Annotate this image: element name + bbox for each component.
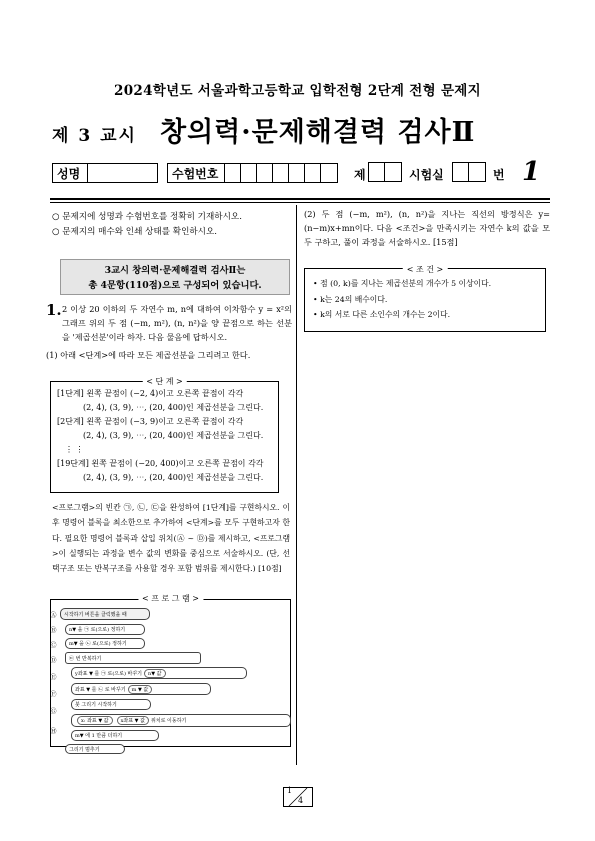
column-divider — [296, 205, 297, 765]
exam-no-group — [167, 162, 338, 184]
steps-box-title: < 단 계 > — [142, 375, 187, 389]
n-value-reporter[interactable]: n▼ 값 — [144, 669, 166, 678]
x-coord-reporter[interactable]: x: 좌표 ▼ 값 — [77, 716, 113, 725]
exam-no-label: 수험번호 — [167, 163, 225, 183]
notice-box — [60, 259, 290, 295]
slot-marker: Ⓓ — [50, 656, 57, 664]
conditions-box-title: < 조 건 > — [403, 262, 448, 278]
sub-question-2: (2) 두 점 (−m, m²), (n, n²)을 지나는 직선의 방정식은 y=(n−m)x+mn이다. 다음 <조건>을 만족시키는 자연수 k의 값을 모두 구하고, 풀이 과정을 서술하시오. [15점] — [304, 209, 550, 247]
m-value-reporter[interactable]: m ▼ 값 — [128, 685, 153, 694]
repeat-block[interactable] — [65, 652, 201, 664]
note-2: ○ 문제지의 매수와 인쇄 상태를 확인하시오. — [52, 227, 218, 237]
page-total: 4 — [298, 796, 304, 805]
pen-down-block[interactable]: 붓 그리기 시작하기 — [71, 699, 151, 710]
page-current: 1 — [287, 786, 293, 795]
step-line: [1단계] 왼쪽 끝점이 (−2, 4)이고 오른쪽 끝점이 각각 — [57, 389, 244, 398]
sequence-number: 1 — [522, 157, 541, 187]
instruction-text: <프로그램>의 빈칸 ㉠, ㉡, ㉢을 완성하여 [1단계]를 구현하시오. 이후 명령어 블록을 최소한으로 추가하여 <단계>를 모두 구현하고자 한다. 필요한 명령어 블록과 삽입 위치(Ⓐ ~ Ⓓ)를 제시하고, <프로그램>이 실행되는 과정을 변수 값의 변화를 중심으로 서술하시오. (단, 선택구조 또는 반복구조를 사용할 경우 포함 범위를 제시한다.) [10점] — [52, 503, 290, 574]
sub-question-1: (1) 아래 <단계>에 따라 모든 제곱선분을 그리려고 한다. — [46, 350, 251, 360]
steps-box — [50, 377, 279, 493]
start-block[interactable]: 시작하기 버튼을 클릭했을 때 — [60, 608, 150, 620]
xcoord-value-reporter[interactable]: x좌표 ▼ 값 — [117, 716, 149, 725]
slot-marker: Ⓑ — [50, 626, 57, 634]
move-to-label: 위치로 이동하기 — [150, 718, 187, 724]
condition-item: • 점 (0, k)를 지나는 제곱선분의 개수가 5 이상이다. — [313, 279, 492, 288]
header-rule — [50, 198, 550, 200]
slot-marker: Ⓗ — [50, 727, 57, 735]
set-m-block[interactable]: m▼ 을 ㉡ 로(으로) 정하기 — [65, 638, 145, 649]
set-n-block[interactable]: n▼ 을 ㉠ 로(으로) 정하기 — [65, 624, 145, 635]
add-m-block[interactable]: m▼ 에 1 만큼 더하기 — [71, 730, 159, 741]
subject-title: 창의력·문제해결력 검사Ⅱ — [160, 117, 476, 148]
step-line: [2단계] 왼쪽 끝점이 (−3, 9)이고 오른쪽 끝점이 각각 — [57, 417, 244, 426]
step-line: (2, 4), (3, 9), ⋯, (20, 400)인 제곱선분을 그린다. — [83, 473, 264, 482]
exam-no-field[interactable] — [225, 163, 338, 183]
period-label: 제 3 교시 — [52, 126, 137, 146]
je-field[interactable] — [368, 162, 402, 182]
step-line: [19단계] 왼쪽 끝점이 (−20, 400)이고 오른쪽 끝점이 각각 — [57, 459, 264, 468]
room-label: 시험실 — [409, 168, 444, 182]
room-field[interactable] — [452, 162, 486, 182]
beon-label: 번 — [493, 168, 505, 182]
exam-title: 2024학년도 서울과학고등학교 입학전형 2단계 전형 문제지 — [114, 83, 481, 99]
program-box — [50, 594, 291, 753]
slot-marker: Ⓖ — [50, 707, 57, 715]
step-ellipsis: ⋮ ⋮ — [65, 445, 84, 454]
id-row — [52, 162, 158, 184]
slot-marker: Ⓐ — [50, 611, 57, 619]
question-stem: 2 이상 20 이하의 두 자연수 m, n에 대하여 이차함수 y = x²의 그래프 위의 두 점 (−m, m²), (n, n²)을 양 끝점으로 하는 선분을 '제곱선분'이라 하자. 다음 물음에 답하시오. — [62, 304, 292, 342]
step-line: (2, 4), (3, 9), ⋯, (20, 400)인 제곱선분을 그린다. — [83, 403, 264, 412]
condition-item: • k의 서로 다른 소인수의 개수는 2이다. — [313, 310, 451, 319]
question-number: 1. — [46, 301, 62, 319]
name-field[interactable] — [88, 163, 158, 183]
notice-line-2: 총 4문항(110점)으로 구성되어 있습니다. — [88, 280, 262, 291]
slot-marker: Ⓕ — [50, 690, 57, 698]
pen-up-block[interactable]: 그리기 멈추기 — [65, 744, 125, 754]
slot-marker: Ⓔ — [50, 673, 57, 681]
step-line: (2, 4), (3, 9), ⋯, (20, 400)인 제곱선분을 그린다. — [83, 431, 264, 440]
name-label: 성명 — [52, 163, 88, 183]
change-x-label: 좌표 ▼ 를 ㉡ 로 바꾸기 — [75, 686, 126, 693]
conditions-box — [304, 265, 546, 332]
condition-item: • k는 24의 배수이다. — [313, 294, 388, 304]
notice-line-1: 3교시 창의력·문제해결력 검사Ⅱ는 — [104, 265, 246, 276]
change-y-block[interactable] — [71, 667, 247, 679]
note-1: ○ 문제지에 성명과 수험번호를 정확히 기재하시오. — [52, 212, 242, 222]
change-x-block[interactable] — [71, 683, 211, 695]
program-box-title: < 프 로 그 램 > — [138, 593, 203, 604]
je-label: 제 — [354, 168, 366, 182]
move-to-block[interactable] — [71, 714, 291, 727]
header-rule-thin — [50, 202, 550, 203]
repeat-label: ㉢ 번 반복하기 — [69, 655, 102, 662]
change-y-label: y좌표 ▼ 를 ㉠ 로(으로) 바꾸기 — [75, 670, 142, 677]
slot-marker: Ⓒ — [50, 641, 57, 649]
